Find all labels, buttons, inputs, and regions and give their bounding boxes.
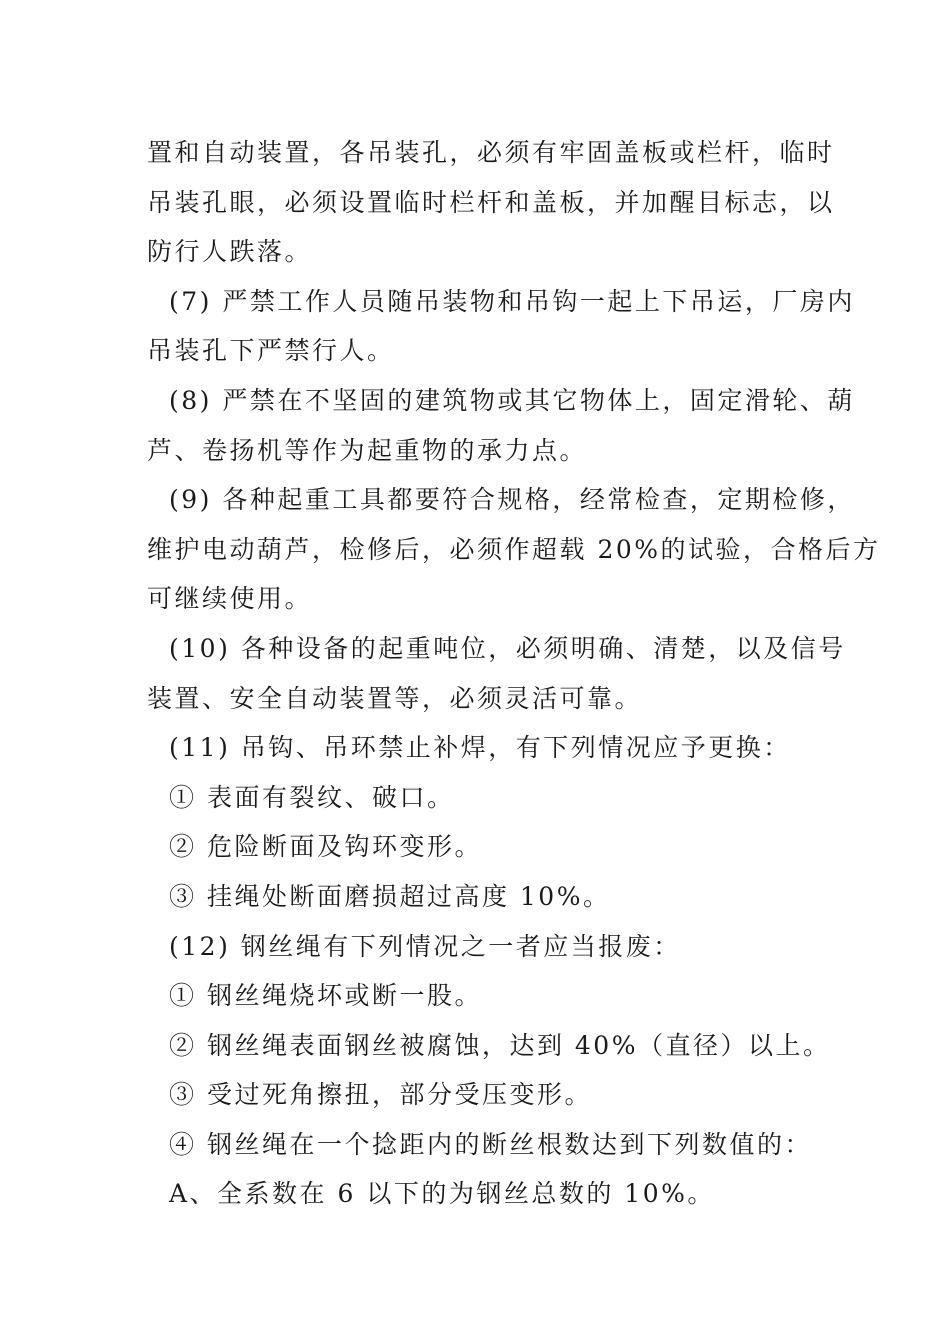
- clause-11-item-3: ③ 挂绳处断面磨损超过高度 10%。: [169, 881, 611, 911]
- clause-9-line-2: 维护电动葫芦，检修后，必须作超载 20%的试验，合格后方: [147, 534, 881, 564]
- clause-12-item-2: ② 钢丝绳表面钢丝被腐蚀，达到 40%（直径）以上。: [169, 1030, 831, 1060]
- clause-7-line-1: (7) 严禁工作人员随吊装物和吊钩一起上下吊运，厂房内: [169, 286, 855, 316]
- clause-8-line-1: (8) 严禁在不坚固的建筑物或其它物体上，固定滑轮、葫: [169, 385, 855, 415]
- document-body: [147, 128, 881, 1219]
- clause-12-heading: (12) 钢丝绳有下列情况之一者应当报废：: [169, 931, 681, 961]
- clause-12-item-4: ④ 钢丝绳在一个捻距内的断丝根数达到下列数值的：: [169, 1129, 812, 1159]
- clause-10-line-1: (10) 各种设备的起重吨位，必须明确、清楚，以及信号: [169, 633, 846, 663]
- clause-12-subitem-a: A、全系数在 6 以下的为钢丝总数的 10%。: [169, 1179, 715, 1209]
- clause-11-heading: (11) 吊钩、吊环禁止补焊，有下列情况应予更换：: [169, 733, 791, 763]
- clause-11-item-2: ② 危险断面及钩环变形。: [169, 832, 482, 862]
- clause-11-item-1: ① 表面有裂纹、破口。: [169, 782, 455, 812]
- text-line: 吊装孔眼，必须设置临时栏杆和盖板，并加醒目标志，以: [147, 187, 835, 217]
- clause-8-line-2: 芦、卷扬机等作为起重物的承力点。: [147, 435, 588, 465]
- text-line: 防行人跌落。: [147, 237, 313, 267]
- clause-10-line-2: 装置、安全自动装置等，必须灵活可靠。: [147, 683, 643, 713]
- clause-9-line-3: 可继续使用。: [147, 584, 313, 614]
- clause-12-item-1: ① 钢丝绳烧坏或断一股。: [169, 981, 482, 1011]
- text-line: 置和自动装置，各吊装孔，必须有牢固盖板或栏杆，临时: [147, 138, 835, 167]
- clause-12-item-3: ③ 受过死角擦扭，部分受压变形。: [169, 1080, 592, 1110]
- clause-9-line-1: (9) 各种起重工具都要符合规格，经常检查，定期检修，: [169, 485, 855, 515]
- clause-7-line-2: 吊装孔下严禁行人。: [147, 336, 395, 366]
